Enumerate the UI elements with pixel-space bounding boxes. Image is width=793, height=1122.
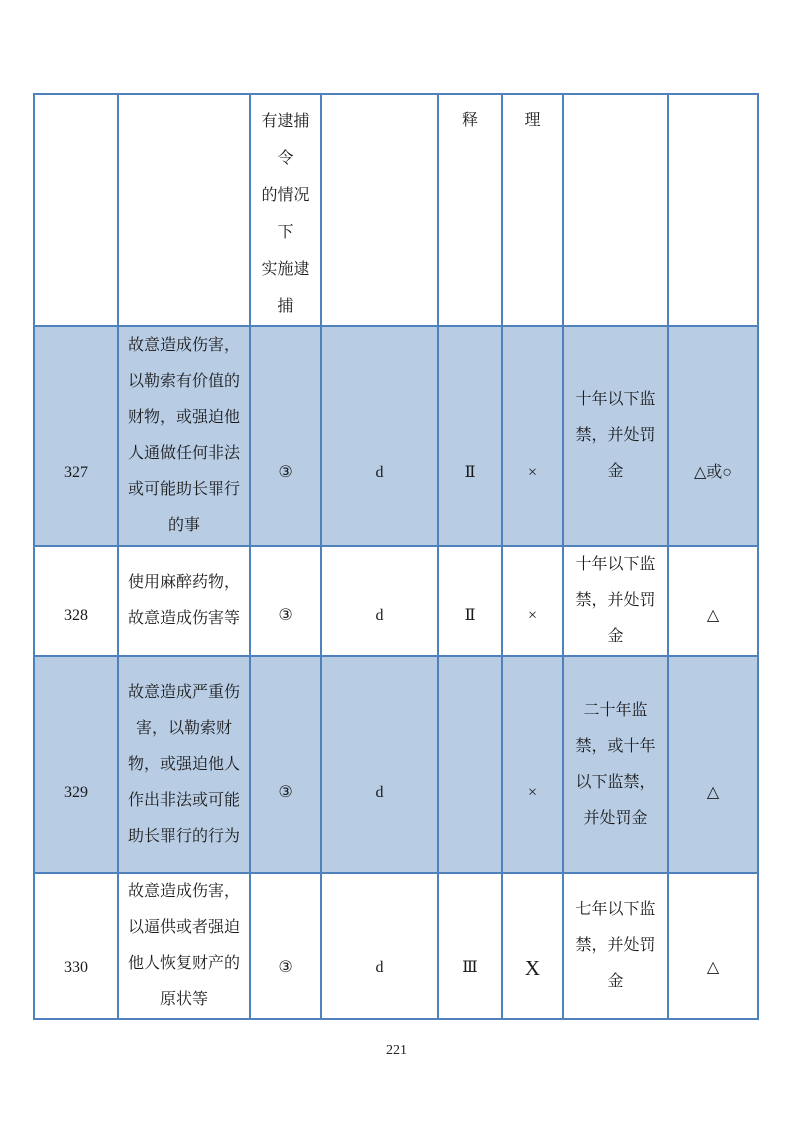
article-number: 327 <box>34 326 118 546</box>
offense-description: 故意造成严重伤害，以勒索财物，或强迫他人作出非法或可能助长罪行的行为 <box>118 656 250 873</box>
table-row <box>34 546 758 656</box>
code-letter: d <box>321 656 438 873</box>
warrant-header-line: 实施逮 <box>261 261 310 278</box>
warrant-header-line: 的情况 <box>261 187 310 204</box>
table-row <box>34 873 758 1019</box>
category-numeral: Ⅲ <box>438 873 502 1019</box>
release-symbol: X <box>502 873 563 1019</box>
header-reason-cell: 理 <box>502 94 563 326</box>
disposition-mark: △ <box>668 546 758 656</box>
warrant-symbol: ③ <box>250 873 321 1019</box>
header-penalty-cell <box>563 94 668 326</box>
header-release-cell: 释 <box>438 94 502 326</box>
offense-description: 故意造成伤害，以勒索有价值的财物，或强迫他人通做任何非法或可能助长罪行的事 <box>118 326 250 546</box>
warrant-symbol: ③ <box>250 326 321 546</box>
penalty-table <box>33 93 759 1020</box>
offense-description: 故意造成伤害，以逼供或者强迫他人恢复财产的原状等 <box>118 873 250 1019</box>
header-code-cell <box>321 94 438 326</box>
release-symbol: × <box>502 326 563 546</box>
article-number: 329 <box>34 656 118 873</box>
category-numeral: Ⅱ <box>438 326 502 546</box>
code-letter: d <box>321 873 438 1019</box>
header-warrant-cell <box>250 94 321 326</box>
penalty-text: 十年以下监禁，并处罚金 <box>563 326 668 546</box>
code-letter: d <box>321 546 438 656</box>
warrant-header-line: 令 <box>277 150 294 167</box>
article-number: 328 <box>34 546 118 656</box>
table-row <box>34 656 758 873</box>
article-number: 330 <box>34 873 118 1019</box>
page-number: 221 <box>386 1043 407 1058</box>
header-offense-cell <box>118 94 250 326</box>
release-symbol: × <box>502 656 563 873</box>
header-mark-cell <box>668 94 758 326</box>
code-letter: d <box>321 326 438 546</box>
warrant-symbol: ③ <box>250 546 321 656</box>
table-row <box>34 326 758 546</box>
warrant-header-line: 捕 <box>277 298 294 315</box>
offense-description: 使用麻醉药物，故意造成伤害等 <box>118 546 250 656</box>
header-article-cell <box>34 94 118 326</box>
disposition-mark: △ <box>668 656 758 873</box>
disposition-mark: △或○ <box>668 326 758 546</box>
penalty-text: 十年以下监禁，并处罚金 <box>563 546 668 656</box>
category-numeral: Ⅱ <box>438 546 502 656</box>
penalty-text: 七年以下监禁，并处罚金 <box>563 873 668 1019</box>
warrant-symbol: ③ <box>250 656 321 873</box>
warrant-header-line: 有逮捕 <box>261 113 310 130</box>
penalty-text: 二十年监禁，或十年以下监禁，并处罚金 <box>563 656 668 873</box>
category-numeral <box>438 656 502 873</box>
release-symbol: × <box>502 546 563 656</box>
disposition-mark: △ <box>668 873 758 1019</box>
warrant-header-line: 下 <box>277 224 294 241</box>
table-header-row <box>34 94 758 326</box>
